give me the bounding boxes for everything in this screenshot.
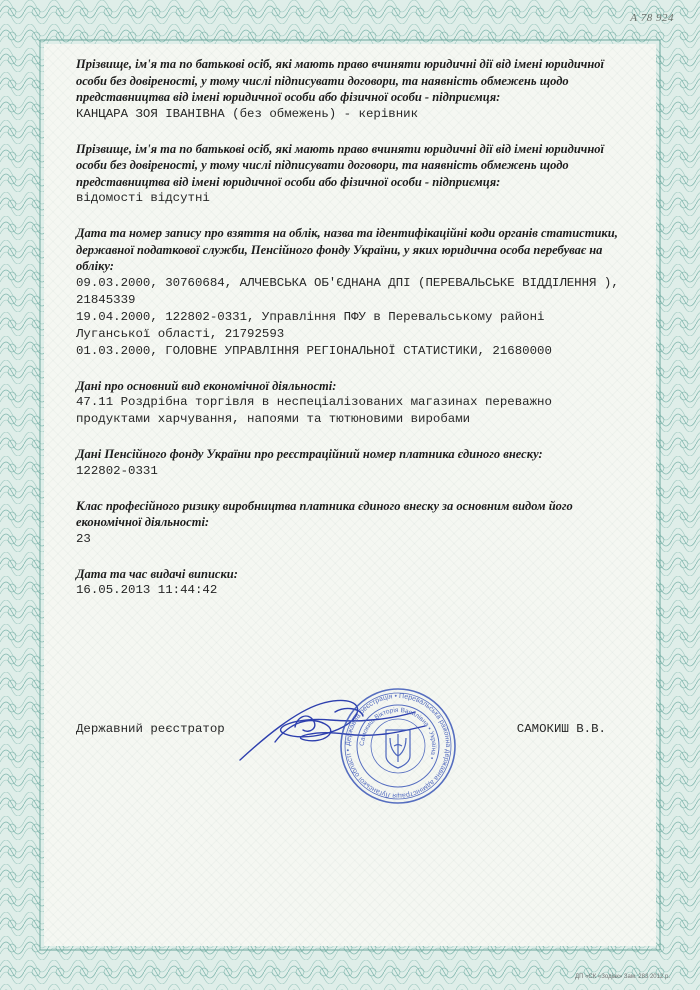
section-heading: Дані Пенсійного фонду України про реєстраційний номер платника єдиного внеску: bbox=[76, 447, 543, 461]
section-value: 01.03.2000, ГОЛОВНЕ УПРАВЛІННЯ РЕГІОНАЛЬНОЇ СТАТИСТИКИ, 21680000 bbox=[76, 343, 552, 358]
official-stamp bbox=[338, 686, 458, 806]
section-value: 16.05.2013 11:44:42 bbox=[76, 583, 218, 597]
printer-note: ДП «СК «Зодіак» Зам. 283 2012 р. bbox=[575, 974, 670, 980]
section-risk-class bbox=[76, 498, 621, 548]
serial-number: А 78 924 bbox=[630, 12, 674, 24]
registrar-label: Державний реєстратор bbox=[76, 722, 225, 736]
section-value: 09.03.2000, 30760684, АЛЧЕВСЬКА ОБ'ЄДНАНА ДПІ (ПЕРЕВАЛЬСЬКЕ ВІДДІЛЕННЯ ), 21845339 bbox=[76, 275, 619, 307]
section-value: 122802-0331 bbox=[76, 463, 158, 478]
section-value: 23 bbox=[76, 531, 91, 546]
section-pension-fund-number bbox=[76, 446, 621, 480]
section-economic-activity bbox=[76, 378, 621, 429]
section-heading: Клас професійного ризику виробництва платника єдиного внеску за основним видом його економічної діяльності: bbox=[76, 498, 573, 529]
section-value: 19.04.2000, 122802-0331, Управління ПФУ в Перевальському районі Луганської області, 21792593 bbox=[76, 309, 545, 341]
section-authorized-persons-2 bbox=[76, 141, 621, 208]
section-value: КАНЦАРА ЗОЯ ІВАНІВНА (без обмежень) - керівник bbox=[76, 106, 419, 121]
section-value: відомості відсутні bbox=[76, 191, 210, 205]
section-heading: Дані про основний вид економічної діяльності: bbox=[76, 378, 337, 393]
section-heading: Прізвище, ім'я та по батькові осіб, які мають право вчиняти юридичні дії від імені юридичної особи без довіреності, у тому числі підписувати договори, та наявність обмежень щодо представництва від імені юридичної особи або фізичної особи - підприємця: bbox=[76, 141, 604, 189]
section-value: 47.11 Роздрібна торгівля в неспеціалізованих магазинах переважно продуктами харчування, напоями та тютюновими виробами bbox=[76, 395, 552, 426]
section-registration-records bbox=[76, 225, 621, 360]
section-authorized-persons bbox=[76, 56, 621, 123]
registrar-name: САМОКИШ В.В. bbox=[516, 722, 606, 736]
section-heading: Прізвище, ім'я та по батькові осіб, які мають право вчиняти юридичні дії від імені юридичної особи без довіреності, у тому числі підписувати договори, та наявність обмежень щодо представництва від імені юридичної особи або фізичної особи - підприємця: bbox=[76, 57, 604, 104]
section-heading: Дата та час видачі виписки: bbox=[76, 566, 238, 581]
svg-text:Самокиш Вікторія Василівна • У: Самокиш Вікторія Василівна • Україна • bbox=[358, 706, 438, 761]
section-issue-datetime bbox=[76, 566, 621, 600]
section-heading: Дата та номер запису про взяття на облік, назва та ідентифікаційні коди органів статистики, державної податкової служби, Пенсійного фонду України, у яких юридична особа перебуває на обліку: bbox=[76, 226, 618, 273]
document-content bbox=[76, 56, 621, 617]
svg-text:Державна реєстрація • Переваль: Державна реєстрація • Перевальська районна державна адміністрація Луганської області • bbox=[344, 692, 452, 800]
